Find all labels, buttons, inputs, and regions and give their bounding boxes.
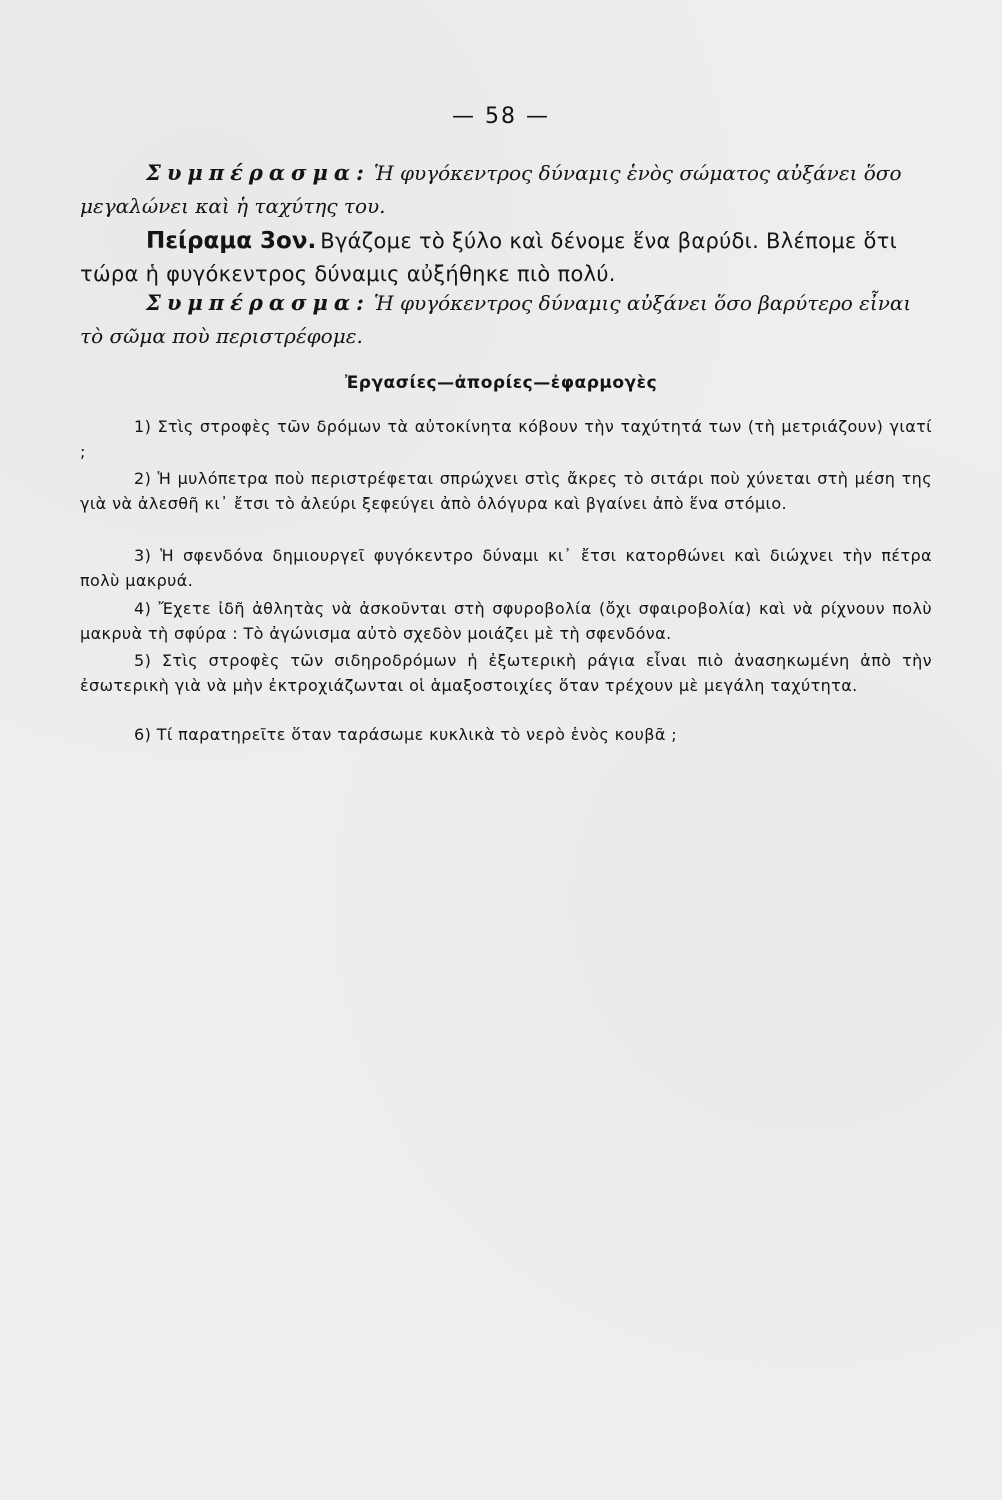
list-item: 4) Ἔχετε ἰδῆ ἀθλητὰς νὰ ἀσκοῦνται στὴ σφυροβολία (ὄχι σφαιροβολία) καὶ νὰ ρίχνουν πολὺ μακρυὰ τὴ σφύρα : Τὸ ἀγώνισμα αὐτὸ σχεδὸν μοιάζει μὲ τὴ σφενδόνα. bbox=[80, 599, 932, 643]
section-heading: Ἐργασίες—ἀπορίες—ἐφαρμογὲς bbox=[344, 373, 658, 393]
conclusion-paragraph-1 bbox=[80, 158, 930, 224]
conclusion-text: Ἡ φυγόκεντρος δύναμις αὐξάνει ὅσο βαρύτερο εἶναι τὸ σῶμα ποὺ περιστρέφομε. bbox=[80, 291, 912, 348]
page-number: — 58 — bbox=[452, 104, 550, 129]
list-item: 5) Στὶς στροφὲς τῶν σιδηροδρόμων ἡ ἐξωτερικὴ ράγια εἶναι πιὸ ἀνασηκωμένη ἀπὸ τὴν ἐσωτερικὴ γιὰ νὰ μὴν ἐκτροχιάζωνται οἱ ἁμαξοστοιχίες ὅταν τρέχουν μὲ μεγάλη ταχύτητα. bbox=[80, 651, 932, 695]
conclusion-label: Συμπέρασμα: bbox=[146, 160, 370, 185]
conclusion-text: Ἡ φυγόκεντρος δύναμις ἑνὸς σώματος αὐξάνει ὅσο μεγαλώνει καὶ ἡ ταχύτης του. bbox=[80, 161, 902, 218]
list-item: 1) Στὶς στροφὲς τῶν δρόμων τὰ αὐτοκίνητα κόβουν τὴν ταχύτητά των (τὴ μετριάζουν) γιατί ; bbox=[80, 417, 932, 461]
conclusion-paragraph-2 bbox=[80, 288, 930, 354]
experiment-text: Βγάζομε τὸ ξύλο καὶ δένομε ἕνα βαρύδι. Βλέπομε ὅτι τώρα ἡ φυγόκεντρος δύναμις αὐξήθηκε πιὸ πολύ. bbox=[80, 229, 898, 286]
list-item: 3) Ἡ σφενδόνα δημιουργεῖ φυγόκεντρο δύναμι κι᾿ ἔτσι κατορθώνει καὶ διώχνει τὴν πέτρα πολὺ μακρυά. bbox=[80, 546, 932, 590]
experiment-paragraph bbox=[80, 226, 930, 292]
list-item: 6) Τί παρατηρεῖτε ὅταν ταράσωμε κυκλικὰ τὸ νερὸ ἑνὸς κουβᾶ ; bbox=[134, 725, 678, 744]
conclusion-label: Συμπέρασμα: bbox=[146, 290, 370, 315]
list-item: 2) Ἡ μυλόπετρα ποὺ περιστρέφεται σπρώχνει στὶς ἄκρες τὸ σιτάρι ποὺ χύνεται στὴ μέση της γιὰ νὰ ἀλεσθῆ κι᾿ ἔτσι τὸ ἀλεύρι ξεφεύγει ἀπὸ ὁλόγυρα καὶ βγαίνει ἀπὸ ἕνα στόμιο. bbox=[80, 469, 932, 513]
experiment-label: Πείραμα 3ον. bbox=[146, 228, 317, 254]
